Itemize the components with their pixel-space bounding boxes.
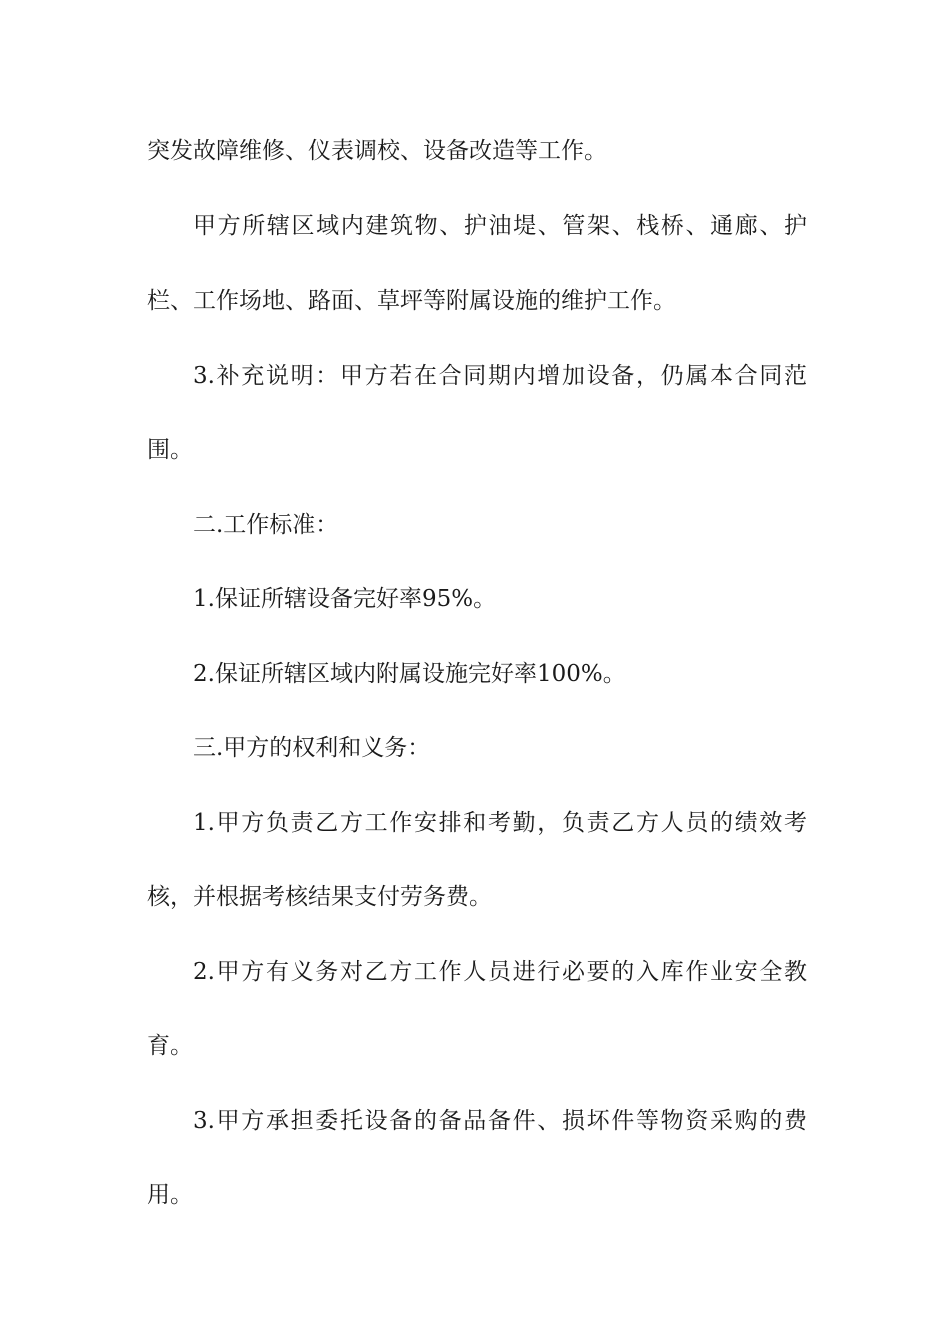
paragraph-line: 2.甲方有义务对乙方工作人员进行必要的入库作业安全教 [193, 959, 807, 985]
paragraph-line: 栏、工作场地、路面、草坪等附属设施的维护工作。 [147, 288, 676, 314]
section-heading: 二.工作标准： [193, 512, 339, 538]
paragraph-line: 3.甲方承担委托设备的备品备件、损坏件等物资采购的费 [193, 1108, 807, 1134]
paragraph-line: 围。 [147, 437, 193, 463]
paragraph-line: 3.补充说明：甲方若在合同期内增加设备，仍属本合同范 [193, 363, 807, 389]
paragraph-line: 育。 [147, 1033, 193, 1059]
paragraph-line: 核，并根据考核结果支付劳务费。 [147, 884, 492, 910]
paragraph-line: 用。 [147, 1182, 193, 1208]
paragraph-line: 1.保证所辖设备完好率95%。 [193, 586, 497, 612]
paragraph-line: 甲方所辖区域内建筑物、护油堤、管架、栈桥、通廊、护 [193, 213, 807, 239]
paragraph-line: 1.甲方负责乙方工作安排和考勤，负责乙方人员的绩效考 [193, 810, 807, 836]
paragraph-line: 突发故障维修、仪表调校、设备改造等工作。 [147, 138, 607, 164]
paragraph-line: 2.保证所辖区域内附属设施完好率100%。 [193, 661, 626, 687]
section-heading: 三.甲方的权利和义务： [193, 735, 431, 761]
